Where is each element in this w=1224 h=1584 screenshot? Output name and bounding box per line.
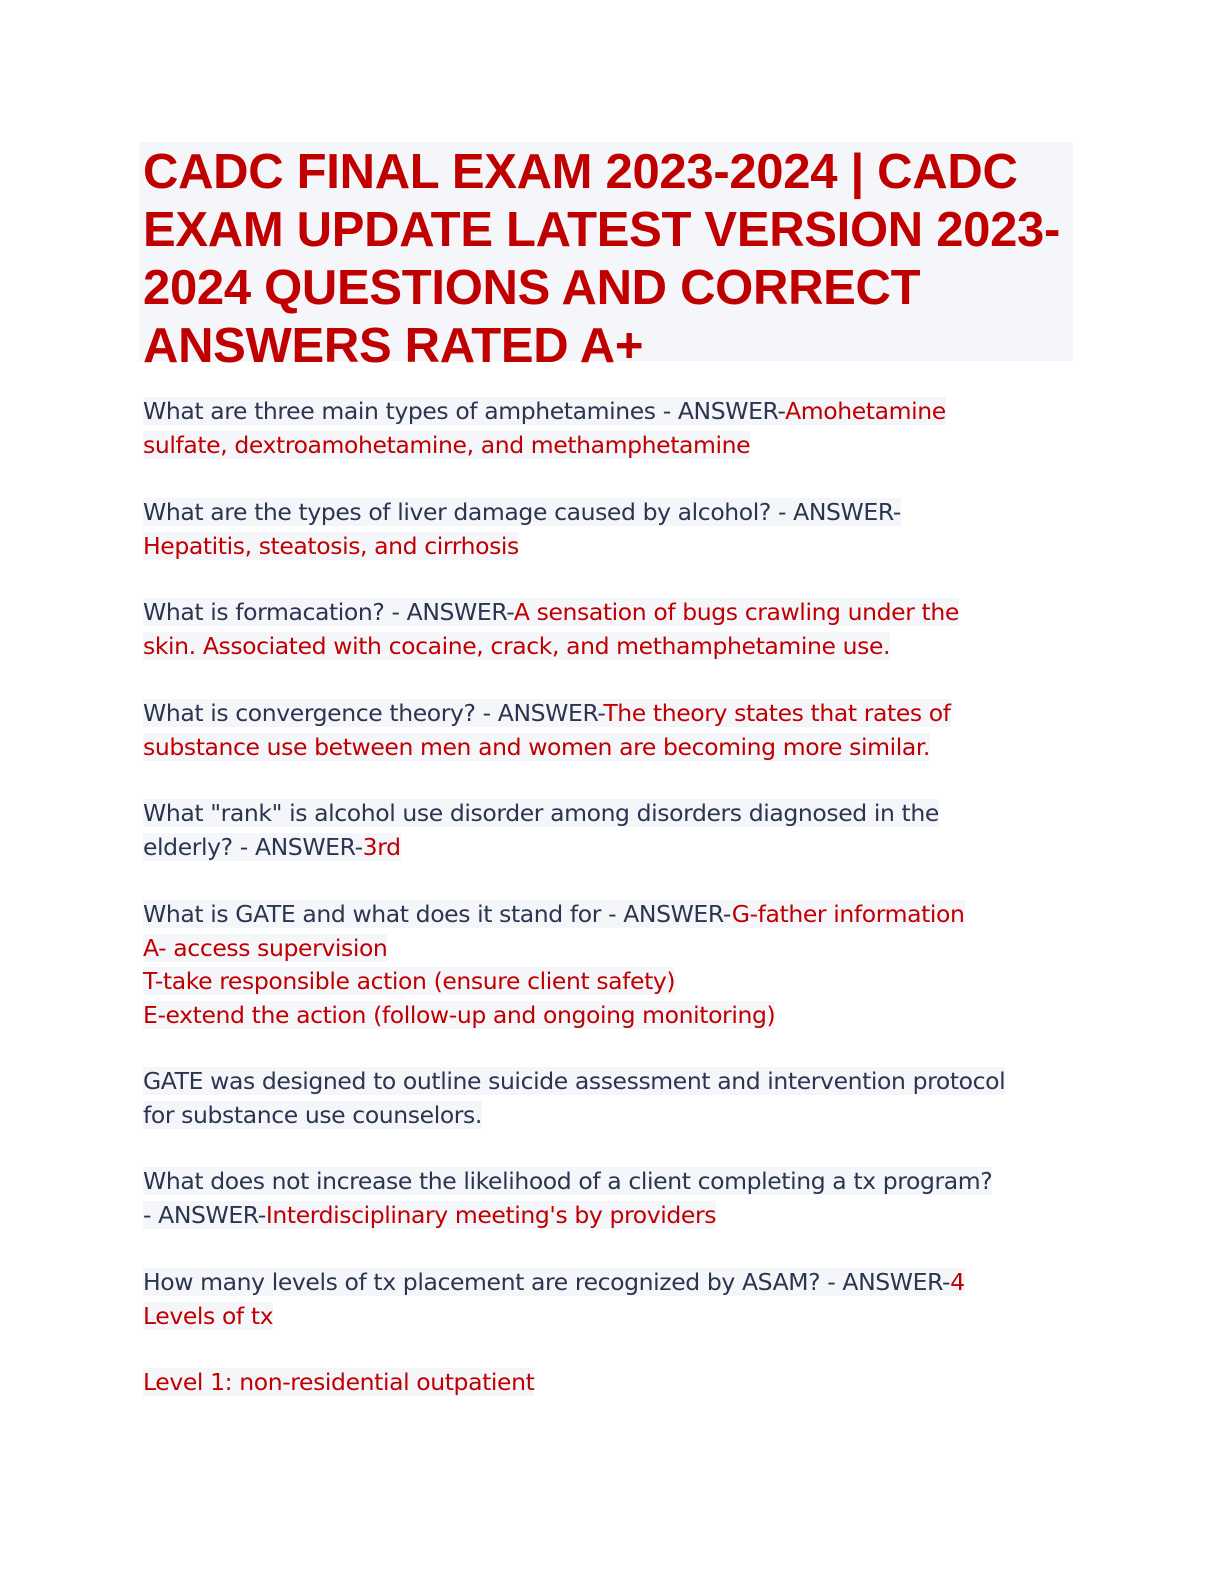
- answer-text: Interdisciplinary meeting's by providers: [265, 1200, 717, 1229]
- title-line: EXAM UPDATE LATEST VERSION 2023-: [143, 203, 1061, 257]
- body-text: GATE was designed to outline suicide assessment and intervention protocol: [143, 1067, 1006, 1095]
- answer-text: sulfate, dextroamohetamine, and methamphetamine: [143, 430, 751, 459]
- question-text: What is GATE and what does it stand for - ANSWER-: [143, 900, 732, 928]
- answer-text: A- access supervision: [143, 933, 388, 962]
- qa-block: [143, 596, 1083, 663]
- answer-text: G-father information: [731, 900, 965, 928]
- answer-text: Levels of tx: [143, 1301, 274, 1330]
- answer-text: The theory states that rates of: [603, 699, 951, 727]
- title-line: CADC FINAL EXAM 2023-2024 | CADC: [143, 145, 1018, 199]
- title-line: 2024 QUESTIONS AND CORRECT: [143, 261, 921, 315]
- question-text: What are three main types of amphetamines - ANSWER-: [143, 397, 786, 425]
- answer-text: 4: [950, 1268, 965, 1296]
- answer-text: Amohetamine: [785, 397, 946, 425]
- body-text: for substance use counselors.: [143, 1100, 482, 1129]
- qa-block: [143, 395, 1083, 462]
- question-text: What is convergence theory? - ANSWER-: [143, 699, 604, 727]
- qa-block: [143, 797, 1083, 864]
- answer-text: A sensation of bugs crawling under the: [513, 598, 959, 626]
- question-text: elderly? - ANSWER-: [143, 832, 363, 861]
- question-text: What is formacation? - ANSWER-: [143, 598, 514, 626]
- answer-text: Hepatitis, steatosis, and cirrhosis: [143, 531, 519, 560]
- answer-text: E-extend the action (follow-up and ongoing monitoring): [143, 1000, 776, 1029]
- answer-text: 3rd: [362, 832, 401, 861]
- document-title: [143, 143, 1073, 375]
- qa-block: [143, 697, 1083, 764]
- answer-text: skin. Associated with cocaine, crack, and methamphetamine use.: [143, 631, 891, 660]
- qa-block: [143, 898, 1083, 1032]
- qa-block: [143, 1366, 1083, 1400]
- question-text: - ANSWER-: [143, 1200, 266, 1229]
- answer-text: substance use between men and women are becoming more similar.: [143, 732, 931, 761]
- question-text: What "rank" is alcohol use disorder among disorders diagnosed in the: [143, 799, 939, 827]
- answer-text: T-take responsible action (ensure client safety): [143, 967, 676, 995]
- qa-block: [143, 496, 1083, 563]
- title-line: ANSWERS RATED A+: [143, 319, 644, 373]
- qa-block: [143, 1065, 1083, 1132]
- qa-block: [143, 1165, 1083, 1232]
- question-text: What are the types of liver damage caused by alcohol? - ANSWER-: [143, 498, 901, 526]
- qa-block: [143, 1266, 1083, 1333]
- answer-text: Level 1: non-residential outpatient: [143, 1368, 535, 1396]
- question-text: How many levels of tx placement are recognized by ASAM? - ANSWER-: [143, 1268, 951, 1296]
- question-text: What does not increase the likelihood of a client completing a tx program?: [143, 1167, 993, 1195]
